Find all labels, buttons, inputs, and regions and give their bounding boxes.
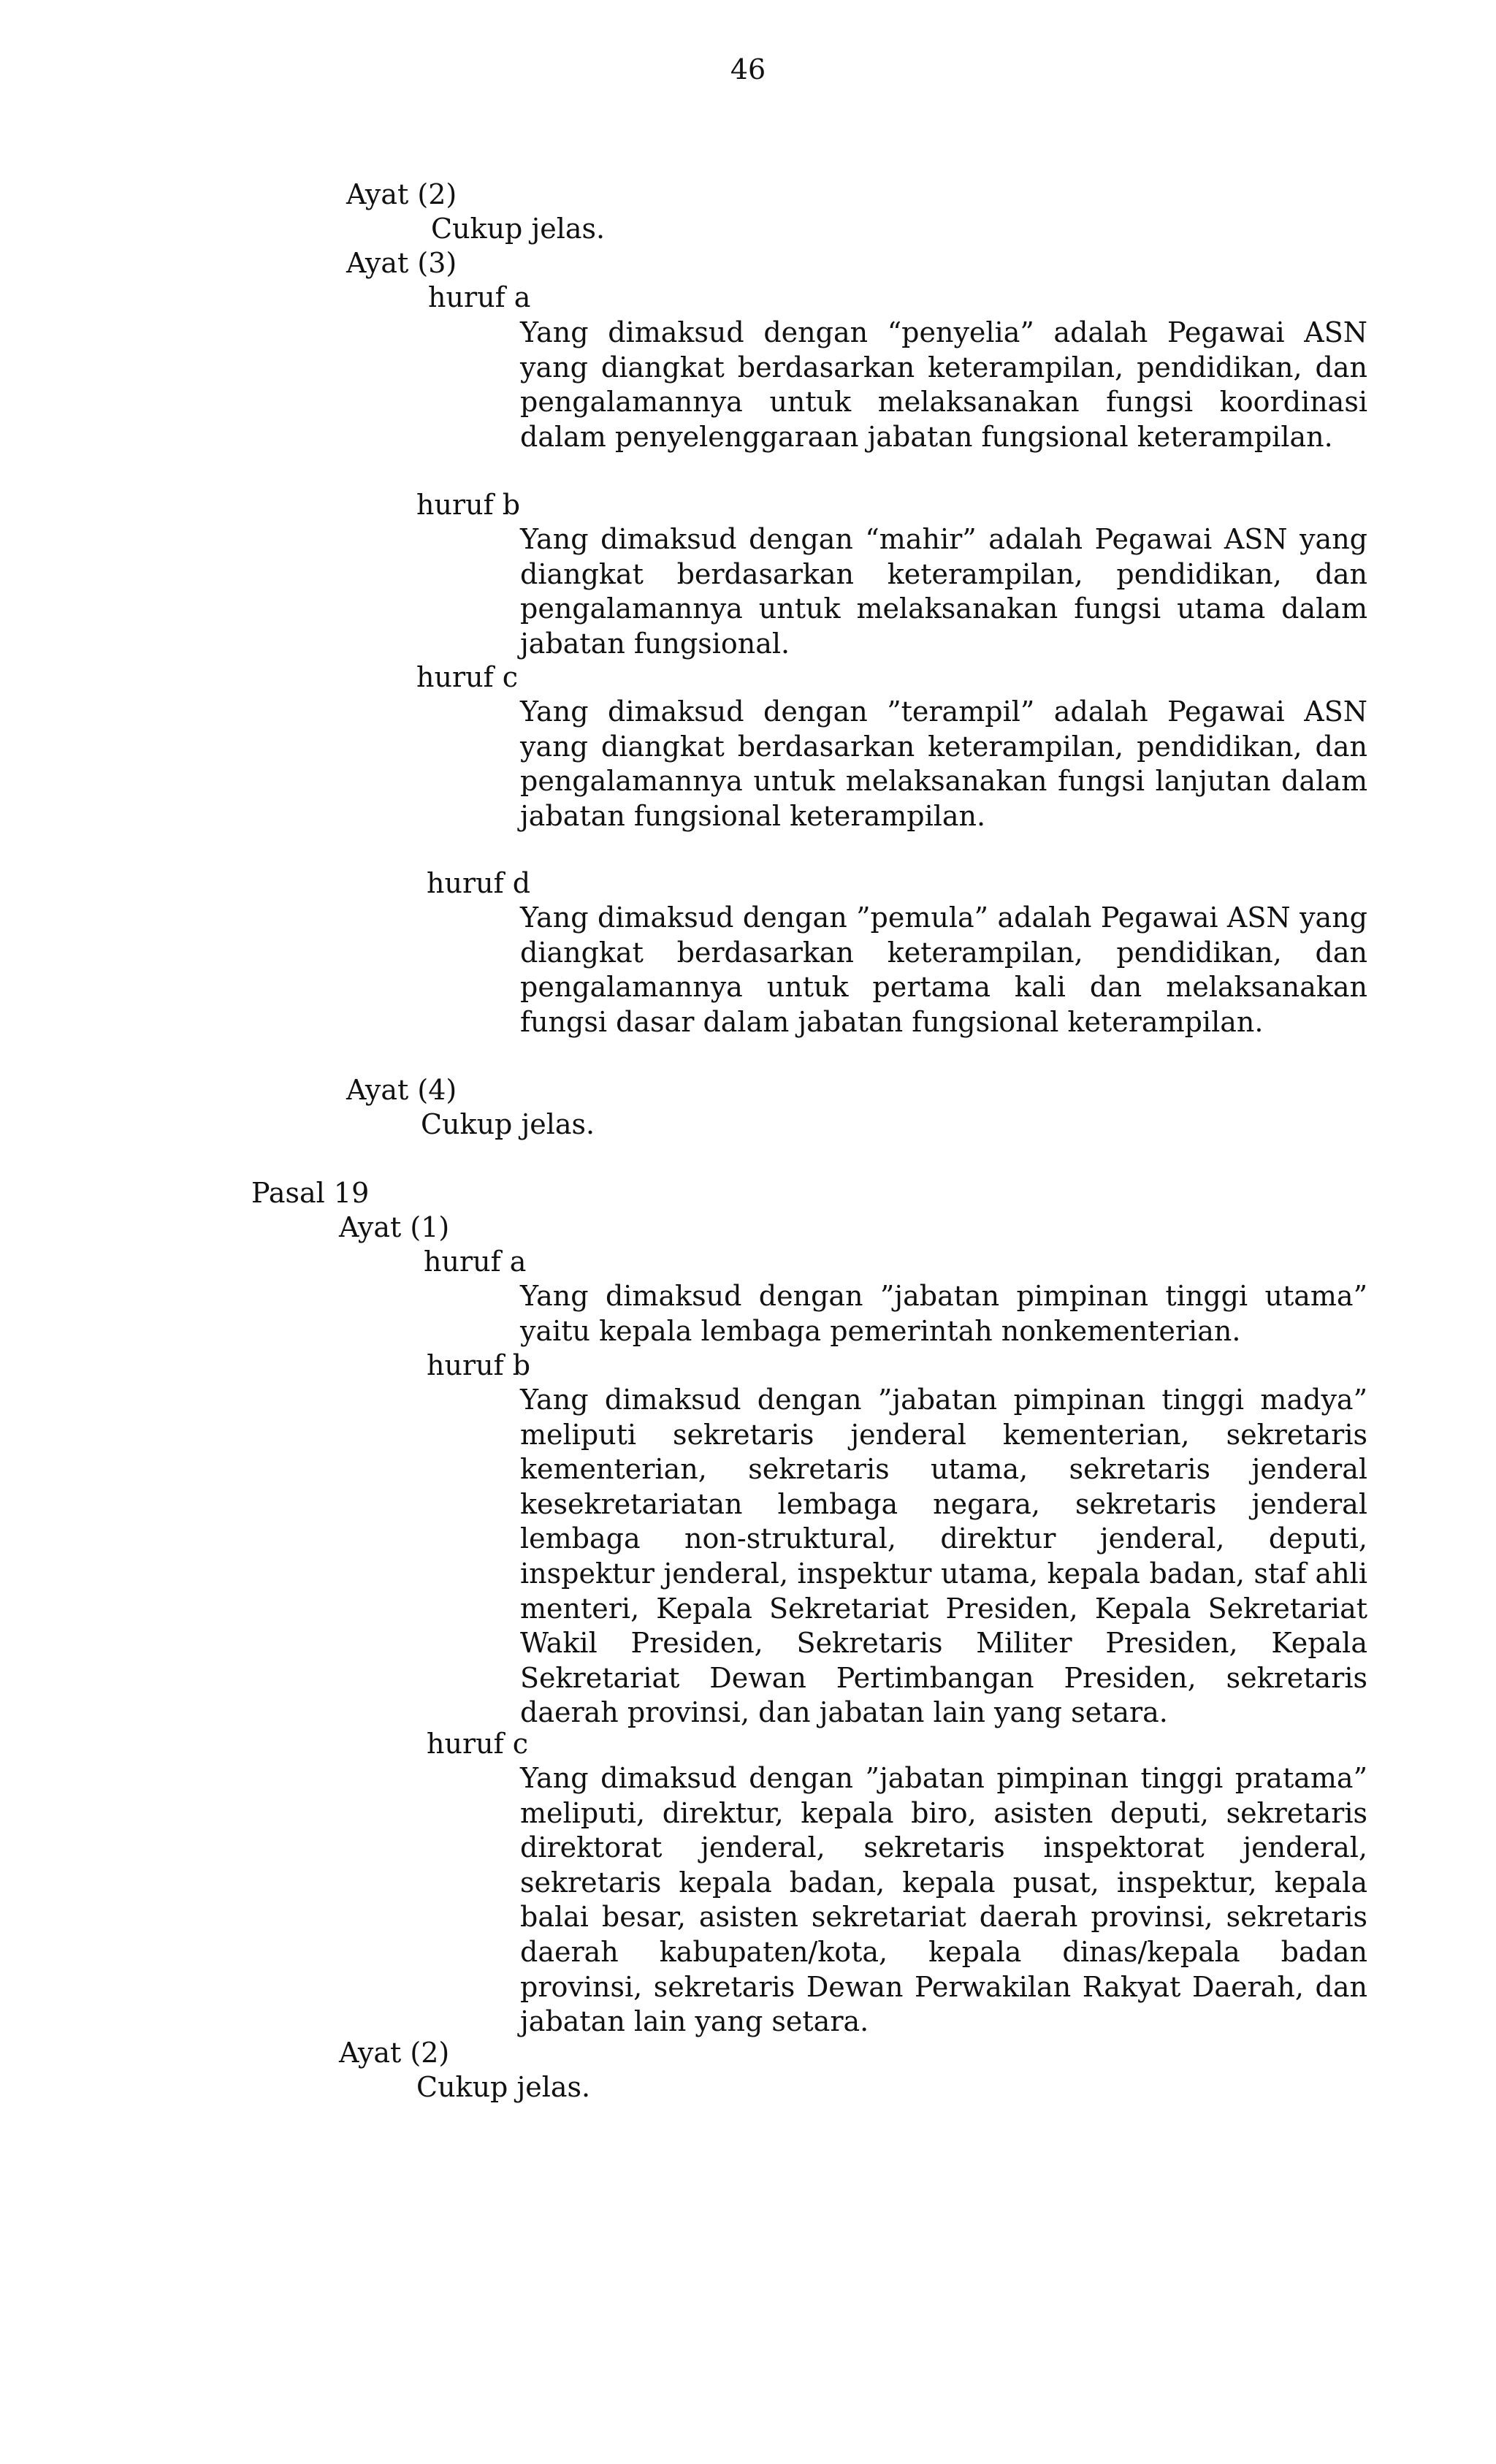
pasal-19-huruf-a-label: huruf a <box>424 1246 527 1278</box>
huruf-d-label: huruf d <box>427 867 531 899</box>
huruf-d-text: Yang dimaksud dengan ”pemula” adalah Pegawai ASN yang diangkat berdasarkan keterampilan, pendidikan, dan pengalamannya untuk pertama kali dan melaksanakan fungsi dasar dalam jabatan fungsional keterampilan. <box>520 901 1367 1038</box>
page-number: 46 <box>730 53 766 85</box>
huruf-a-text: Yang dimaksud dengan “penyelia” adalah Pegawai ASN yang diangkat berdasarkan keterampilan, pendidikan, dan pengalamannya untuk melaksanakan fungsi koordinasi dalam penyelenggaraan jabatan fungsional keterampilan. <box>520 316 1367 453</box>
pasal-19-ayat-2-label: Ayat (2) <box>339 2037 450 2069</box>
pasal-19-ayat-1-label: Ayat (1) <box>339 1211 450 1243</box>
huruf-c-text: Yang dimaksud dengan ”terampil” adalah Pegawai ASN yang diangkat berdasarkan keterampilan, pendidikan, dan pengalamannya untuk melaksanakan fungsi lanjutan dalam jabatan fungsional keterampilan. <box>520 695 1367 832</box>
huruf-a-label: huruf a <box>428 281 531 313</box>
ayat-2-label: Ayat (2) <box>346 178 457 210</box>
huruf-c-label: huruf c <box>416 661 519 693</box>
pasal-19-huruf-b-text: Yang dimaksud dengan ”jabatan pimpinan tinggi madya” meliputi sekretaris jenderal kementerian, sekretaris kementerian, sekretaris utama, sekretaris jenderal kesekretariatan lembaga negara, sekretaris jenderal lembaga non-struktural, direktur jenderal, deputi, inspektur jenderal, inspektur utama, kepala badan, staf ahli menteri, Kepala Sekretariat Presiden, Kepala Sekretariat Wakil Presiden, Sekretaris Militer Presiden, Kepala Sekretariat Dewan Pertimbangan Presiden, sekretaris daerah provinsi, dan jabatan lain yang setara. <box>520 1384 1367 1729</box>
pasal-19-huruf-c-label: huruf c <box>427 1728 529 1760</box>
ayat-2-text: Cukup jelas. <box>431 213 606 245</box>
pasal-19-ayat-2-text: Cukup jelas. <box>416 2071 591 2103</box>
ayat-3-label: Ayat (3) <box>346 247 457 279</box>
ayat-4-label: Ayat (4) <box>346 1074 457 1106</box>
huruf-b-label: huruf b <box>416 489 521 521</box>
pasal-19-huruf-a-text: Yang dimaksud dengan ”jabatan pimpinan tinggi utama” yaitu kepala lembaga pemerintah nonkementerian. <box>520 1280 1367 1347</box>
huruf-b-text: Yang dimaksud dengan “mahir” adalah Pegawai ASN yang diangkat berdasarkan keterampilan, pendidikan, dan pengalamannya untuk melaksanakan fungsi utama dalam jabatan fungsional. <box>520 523 1367 660</box>
pasal-19-huruf-b-label: huruf b <box>427 1349 531 1381</box>
pasal-19-huruf-c-text: Yang dimaksud dengan ”jabatan pimpinan tinggi pratama” meliputi, direktur, kepala biro, asisten deputi, sekretaris direktorat jenderal, sekretaris inspektorat jenderal, sekretaris kepala badan, kepala pusat, inspektur, kepala balai besar, asisten sekretariat daerah provinsi, sekretaris daerah kabupaten/kota, kepala dinas/kepala badan provinsi, sekretaris Dewan Perwakilan Rakyat Daerah, dan jabatan lain yang setara. <box>520 1762 1367 2038</box>
pasal-19-title: Pasal 19 <box>251 1177 370 1209</box>
ayat-4-text: Cukup jelas. <box>421 1108 595 1140</box>
